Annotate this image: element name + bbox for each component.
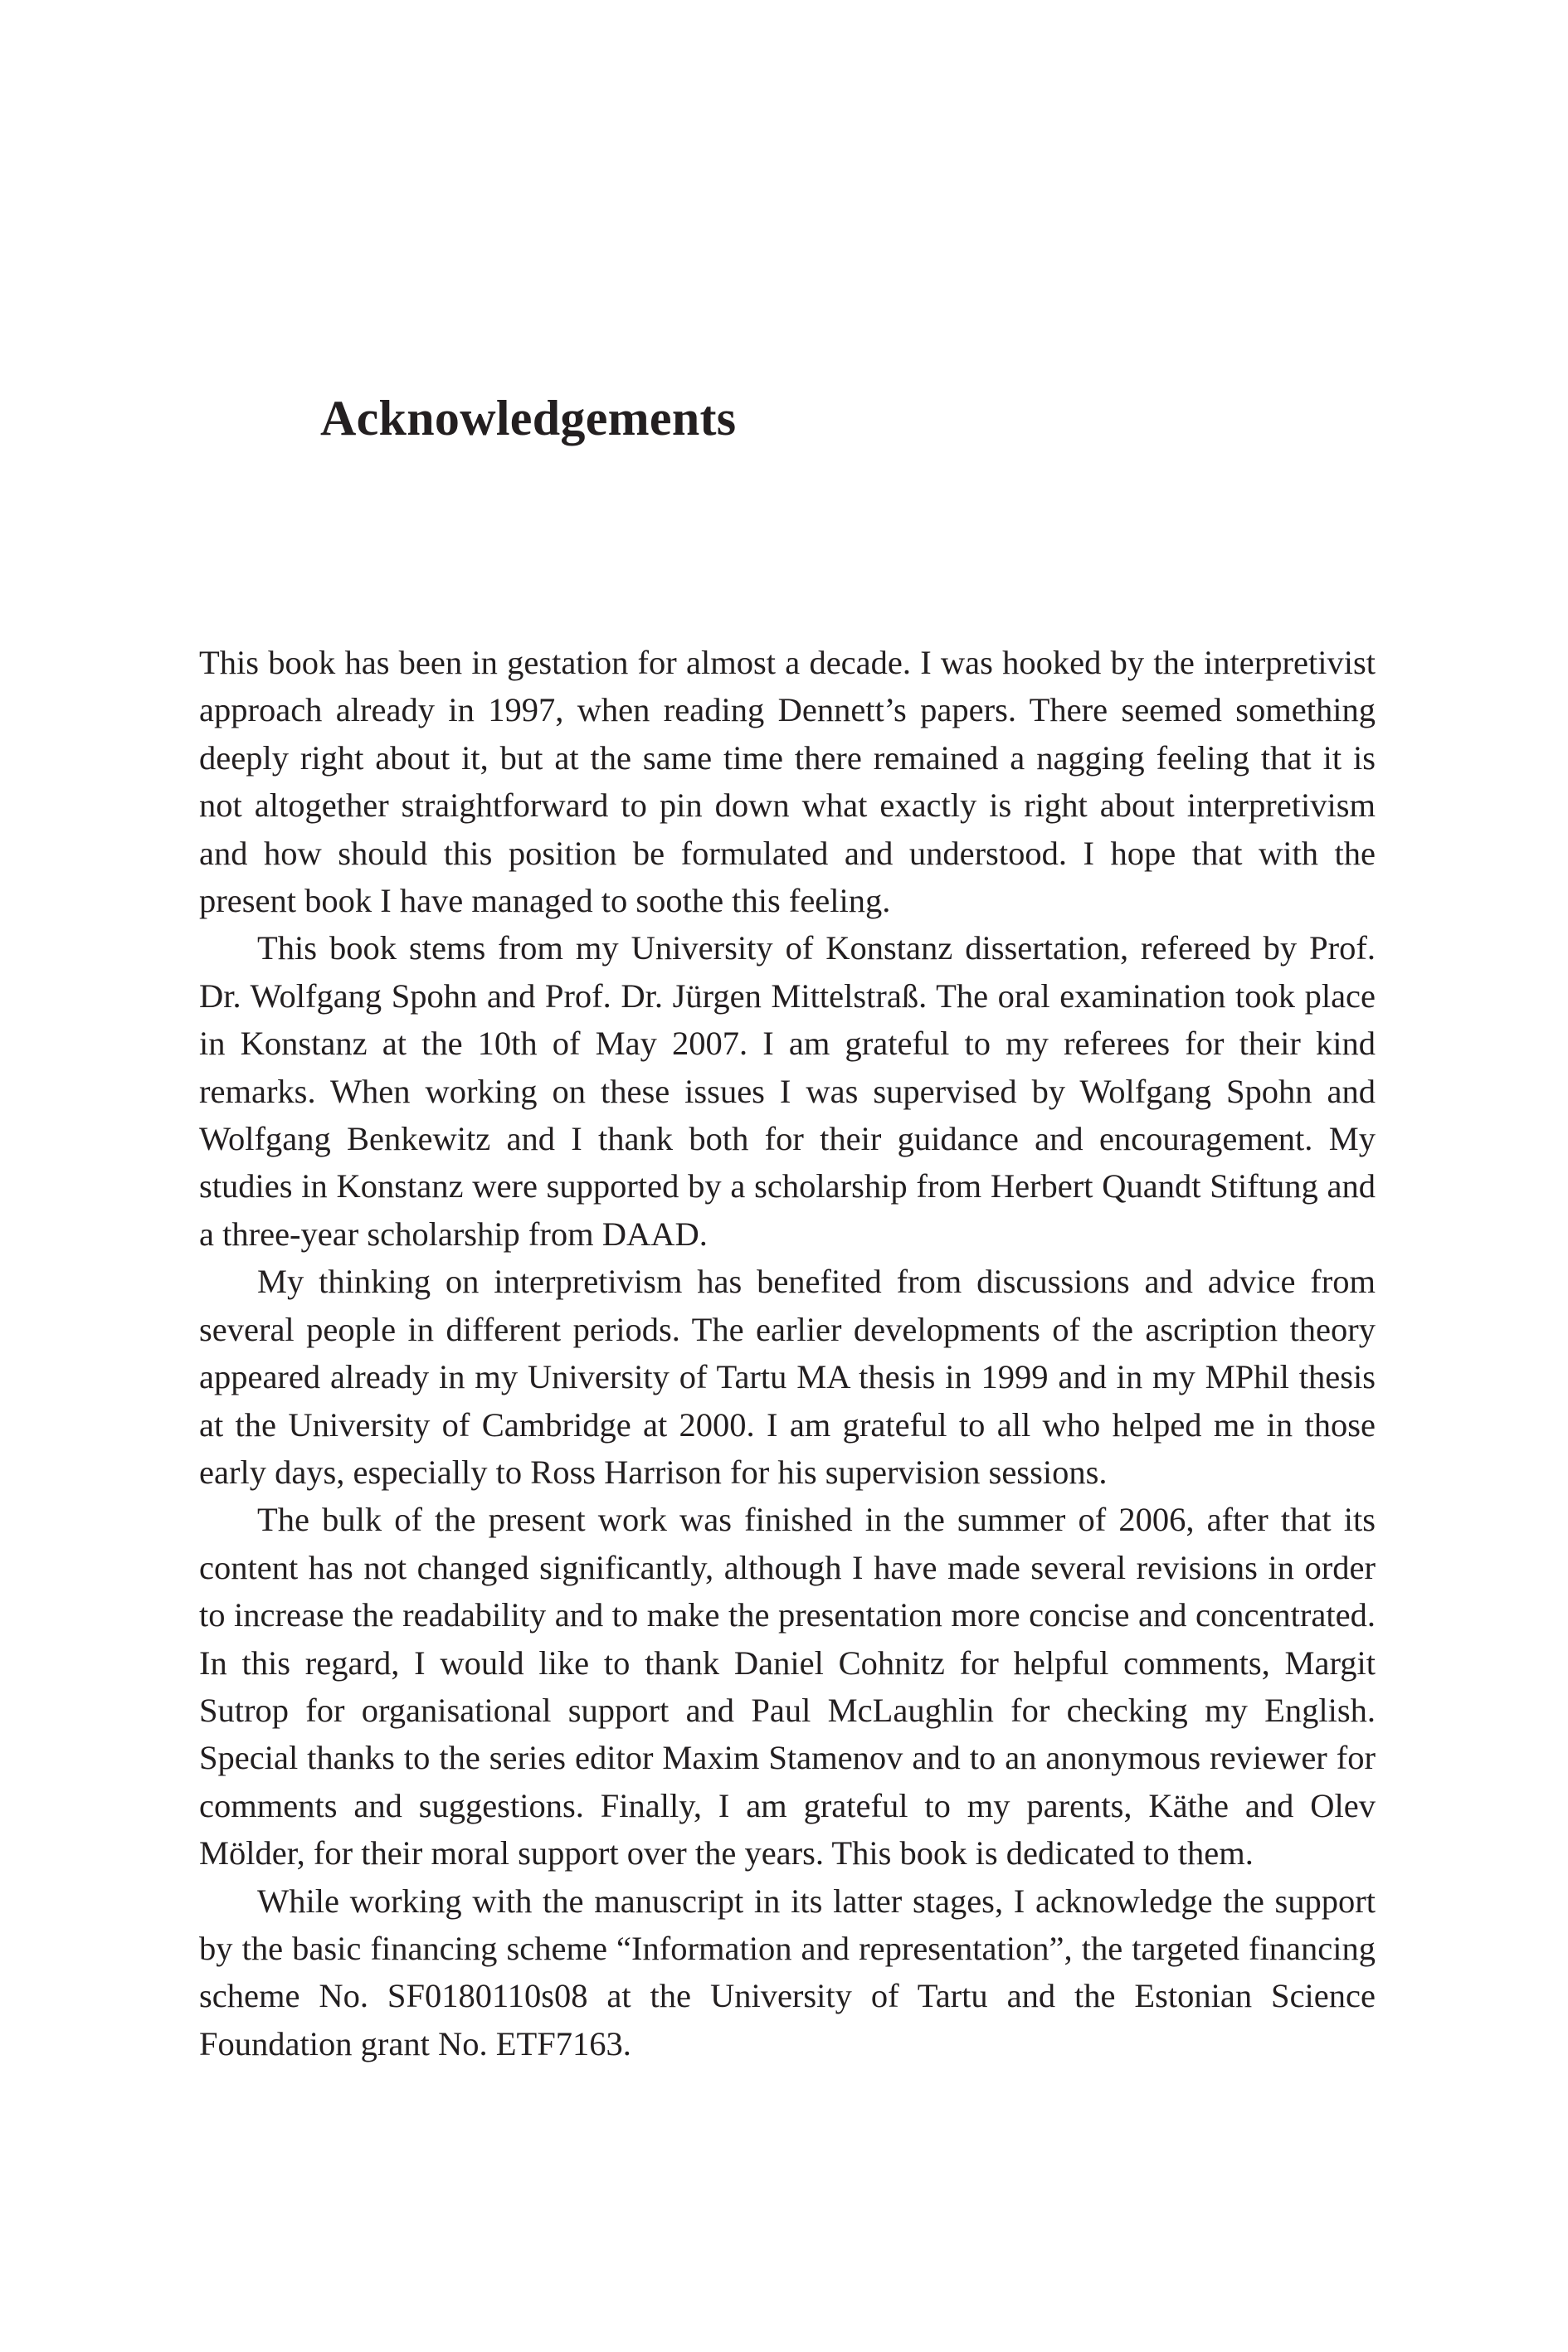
paragraph-3: My thinking on interpretivism has benefited from discussions and advice from several people in different periods. The earlier developments of the ascription theory appeared already in my University of Tartu MA thesis in 1999 and in my MPhil thesis at the University of Cambridge at 2000. I am grateful to all who helped me in those early days, especially to Ross Harrison for his supervision sessions. bbox=[199, 1263, 1376, 1491]
acknowledgements-body bbox=[199, 639, 1376, 2067]
paragraph-5: While working with the manuscript in its latter stages, I acknowledge the support by the basic financing scheme “Information and representation”, the targeted financing scheme No. SF0180110s08 at the University of Tartu and the Estonian Science Foundation grant No. ETF7163. bbox=[199, 1882, 1376, 2062]
paragraph-2: This book stems from my University of Konstanz dissertation, refereed by Prof. Dr. Wolfgang Spohn and Prof. Dr. Jürgen Mittelstraß. The oral examination took place in Konstanz at the 10th of May 2007. I am grateful to my referees for their kind remarks. When working on these issues I was supervised by Wolfgang Spohn and Wolfgang Benkewitz and I thank both for their guidance and encouragement. My studies in Konstanz were supported by a scholarship from Herbert Quandt Stiftung and a three-year scholarship from DAAD. bbox=[199, 929, 1376, 1253]
page-title: Acknowledgements bbox=[320, 391, 737, 446]
paragraph-4: The bulk of the present work was finished in the summer of 2006, after that its content has not changed significantly, although I have made several revisions in order to increase the readability and to make the presentation more concise and concentrated. In this regard, I would like to thank Daniel Cohnitz for helpful comments, Margit Sutrop for organisational support and Paul McLaughlin for checking my English. Special thanks to the series editor Maxim Stamenov and to an anonymous reviewer for comments and suggestions. Finally, I am grateful to my parents, Käthe and Olev Mölder, for their moral support over the years. This book is dedicated to them. bbox=[199, 1501, 1376, 1872]
paragraph-1: This book has been in gestation for almost a decade. I was hooked by the interpretivist approach already in 1997, when reading Dennett’s papers. There seemed something deeply right about it, but at the same time there remained a nagging feeling that it is not altogether straightforward to pin down what exactly is right about interpretivism and how should this position be formulated and understood. I hope that with the present book I have managed to soothe this feeling. bbox=[199, 644, 1376, 920]
